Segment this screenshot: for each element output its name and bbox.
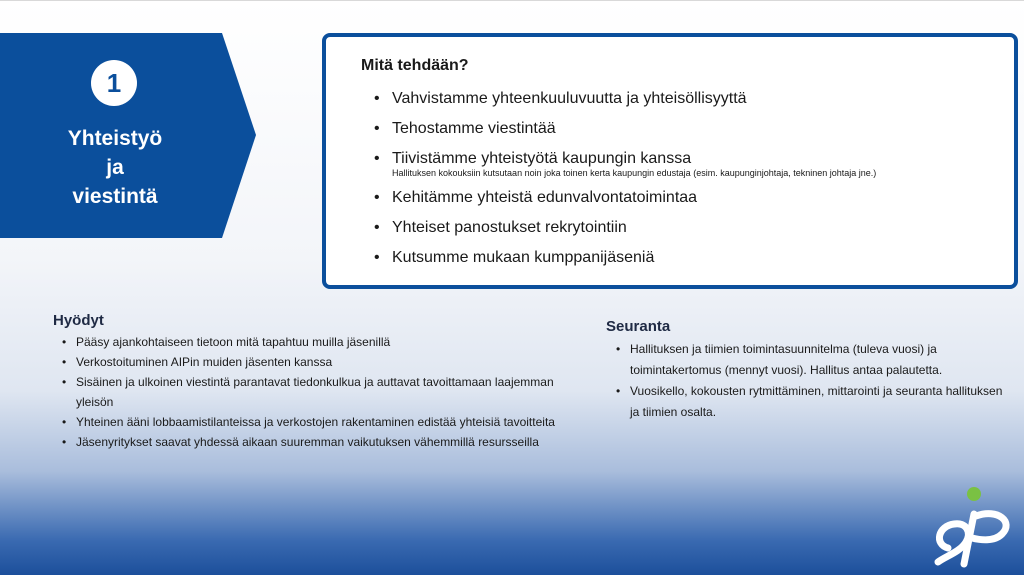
actions-list — [374, 86, 876, 275]
section-title-line: ja — [106, 156, 124, 179]
actions-heading: Mitä tehdään? — [361, 57, 469, 74]
section-title-line: Yhteistyö — [67, 127, 163, 150]
section-title — [40, 124, 190, 211]
action-item: • Vahvistamme yhteenkuuluvuutta ja yhteisöllisyyttä — [374, 86, 876, 116]
benefits-heading: Hyödyt — [53, 312, 104, 329]
benefits-list — [62, 332, 572, 452]
action-note: Hallituksen kokouksiin kutsutaan noin joka toinen kerta kaupungin edustaja (esim. kaupunginjohtaja, tekninen johtaja jne.) — [392, 168, 877, 178]
followup-list — [616, 339, 1006, 423]
action-item: • Kehitämme yhteistä edunvalvontatoimintaa — [374, 185, 876, 215]
benefit-item: • Verkostoituminen AIPin muiden jäsenten kanssa — [62, 352, 572, 372]
benefit-item: • Pääsy ajankohtaiseen tietoon mitä tapahtuu muilla jäsenillä — [62, 332, 572, 352]
action-item: • Tiivistämme yhteistyötä kaupungin kanssa — [374, 146, 876, 168]
action-item: • Kutsumme mukaan kumppanijäseniä — [374, 245, 876, 275]
aip-logo-icon — [928, 486, 1020, 568]
section-title-line: viestintä — [72, 185, 158, 208]
top-divider — [0, 0, 1024, 1]
benefit-item: • Jäsenyritykset saavat yhdessä aikaan suuremman vaikutuksen vähemmillä resursseilla — [62, 432, 572, 452]
action-item: • Yhteiset panostukset rekrytointiin — [374, 215, 876, 245]
benefit-item: • Sisäinen ja ulkoinen viestintä parantavat tiedonkulkua ja auttavat tavoittamaan laajemman yleisön — [62, 372, 572, 412]
followup-item: • Hallituksen ja tiimien toimintasuunnitelma (tuleva vuosi) ja toimintakertomus (mennyt vuosi). Hallitus antaa palautetta. — [616, 339, 1006, 381]
followup-heading: Seuranta — [606, 318, 671, 335]
section-number-badge: 1 — [91, 60, 137, 106]
benefit-item: • Yhteinen ääni lobbaamistilanteissa ja verkostojen rakentaminen edistää yhteisiä tavoitteita — [62, 412, 572, 432]
actions-panel — [322, 33, 1018, 289]
followup-item: • Vuosikello, kokousten rytmittäminen, mittarointi ja seuranta hallituksen ja tiimien osalta. — [616, 381, 1006, 423]
action-item: • Tehostamme viestintää — [374, 116, 876, 146]
